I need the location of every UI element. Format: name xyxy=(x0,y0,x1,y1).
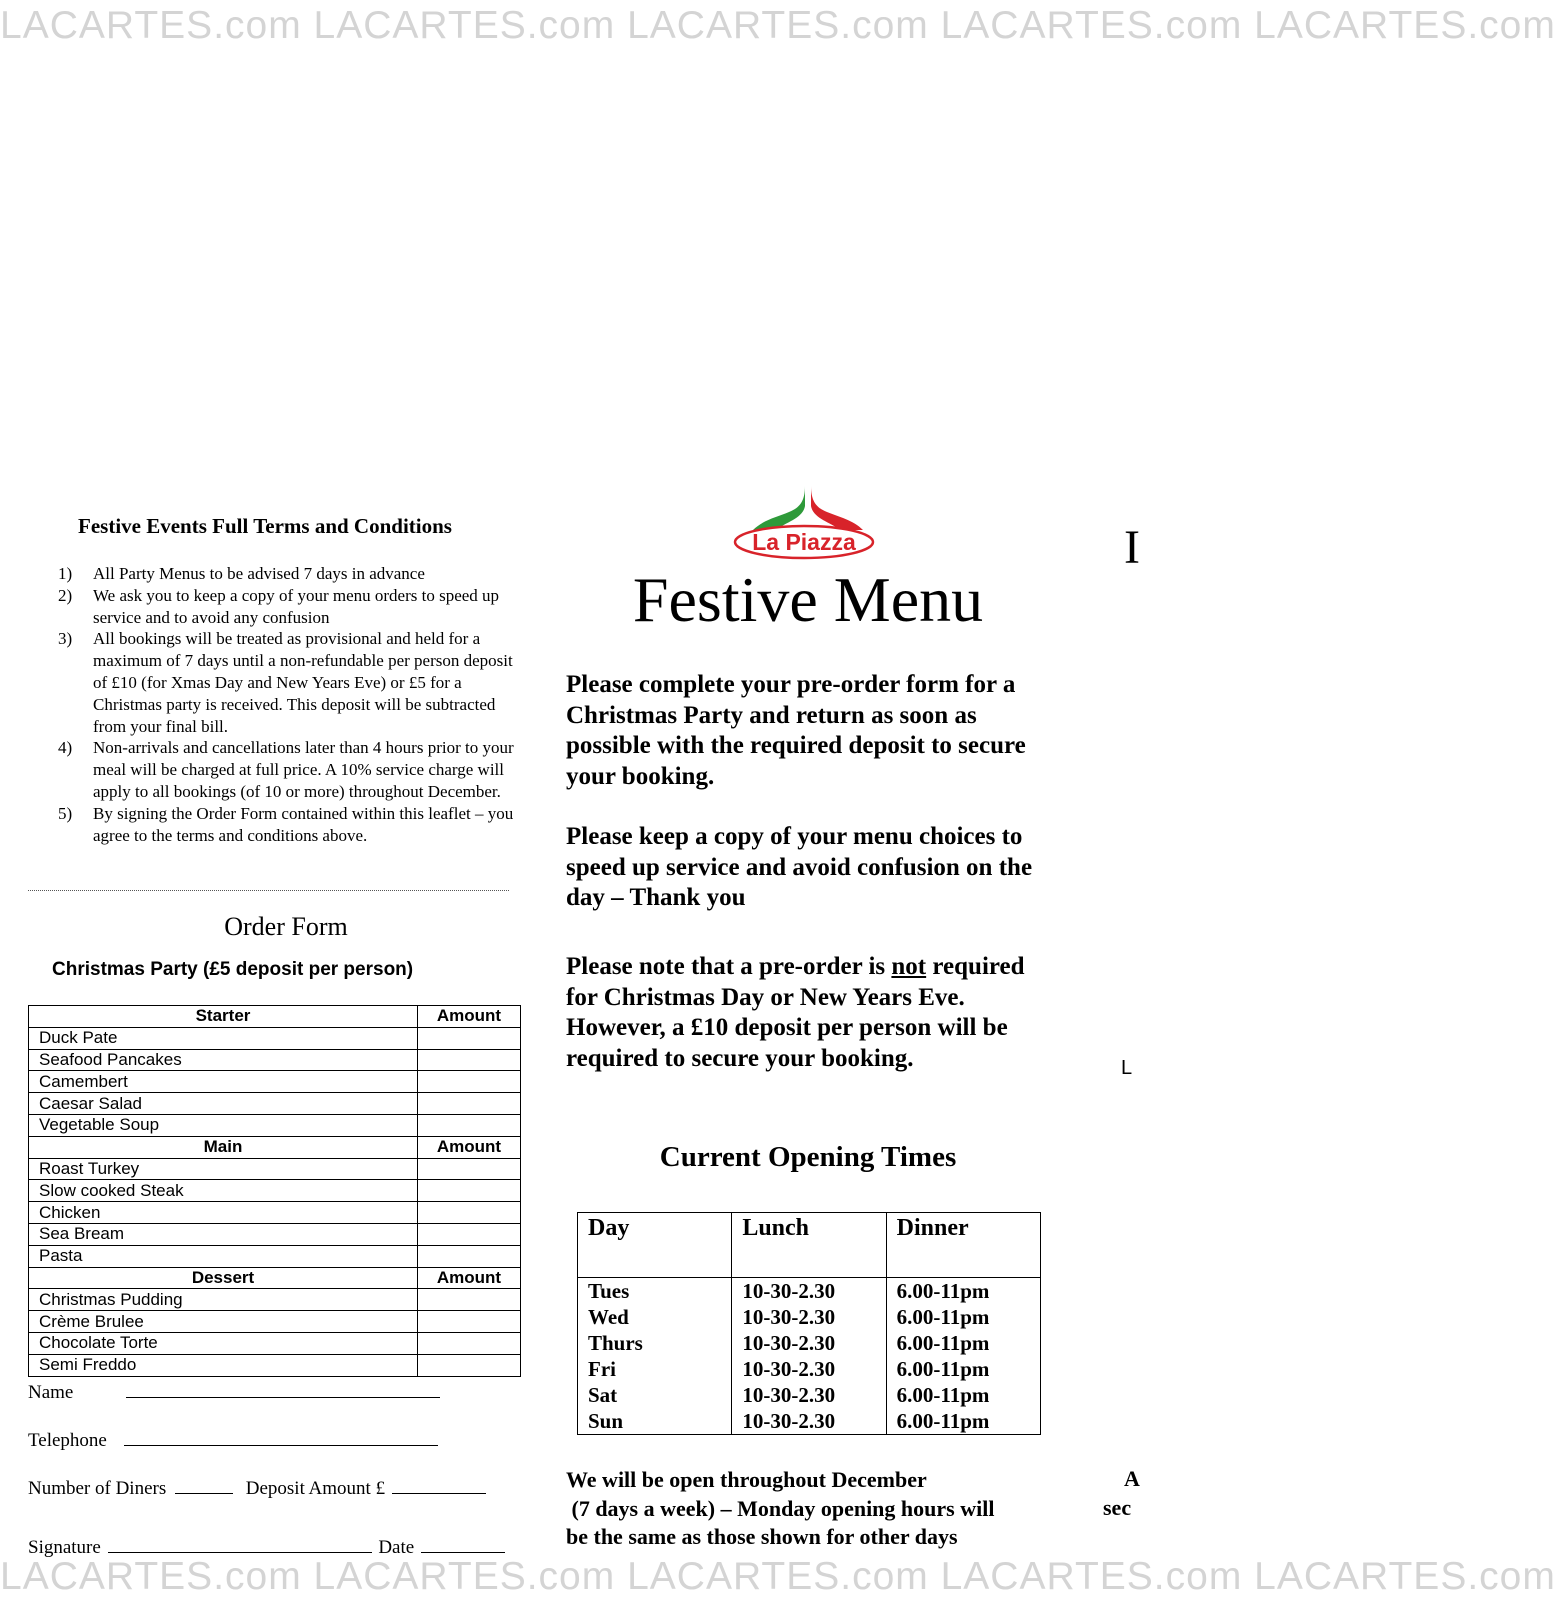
amount-header: Amount xyxy=(418,1267,521,1289)
menu-row xyxy=(29,1049,521,1071)
opening-row xyxy=(578,1356,1041,1382)
menu-row xyxy=(29,1332,521,1354)
terms-item-number: 3) xyxy=(58,629,73,649)
december-note xyxy=(566,1466,1066,1552)
day-cell: Fri xyxy=(578,1356,732,1382)
telephone-field xyxy=(28,1427,438,1452)
cut-line-divider xyxy=(28,890,509,891)
deposit-note-paragraph xyxy=(566,952,1056,1074)
order-form-subtitle: Christmas Party (£5 deposit per person) xyxy=(52,959,414,980)
festive-menu-title: Festive Menu xyxy=(632,564,984,635)
amount-cell[interactable] xyxy=(418,1354,521,1376)
terms-item-text: We ask you to keep a copy of your menu orders to speed up service and to avoid any confusion xyxy=(93,585,500,627)
header-day: Day xyxy=(578,1213,732,1278)
note-text-end: required for Christmas Day or New Years Eve. However, a £10 deposit per person will be required to secure your booking. xyxy=(566,953,1025,1072)
menu-item: Christmas Pudding xyxy=(29,1289,418,1311)
note-underlined-word: not xyxy=(891,953,927,980)
next-panel-fragment: L xyxy=(1121,1057,1133,1079)
next-panel-fragment: sec xyxy=(1103,1495,1132,1520)
signature-line[interactable] xyxy=(108,1534,372,1553)
amount-cell[interactable] xyxy=(418,1180,521,1202)
december-note-line: We will be open throughout December xyxy=(566,1467,927,1492)
diners-line[interactable] xyxy=(175,1475,233,1494)
amount-cell[interactable] xyxy=(418,1245,521,1267)
terms-list xyxy=(58,563,518,846)
amount-cell[interactable] xyxy=(418,1289,521,1311)
terms-item-number: 2) xyxy=(58,585,73,605)
section-header-row xyxy=(29,1267,521,1289)
diners-deposit-field xyxy=(28,1475,486,1500)
section-name: Main xyxy=(29,1136,418,1158)
menu-item: Caesar Salad xyxy=(29,1093,418,1115)
dinner-cell: 6.00-11pm xyxy=(886,1382,1040,1408)
december-note-line: (7 days a week) – Monday opening hours will xyxy=(566,1495,995,1521)
order-table xyxy=(28,1005,521,1377)
menu-row xyxy=(29,1289,521,1311)
dinner-cell: 6.00-11pm xyxy=(886,1278,1040,1305)
menu-row xyxy=(29,1093,521,1115)
signature-label: Signature xyxy=(28,1537,101,1558)
menu-item: Vegetable Soup xyxy=(29,1114,418,1136)
name-line[interactable] xyxy=(126,1379,440,1398)
terms-item xyxy=(58,737,518,802)
order-form-title: Order Form xyxy=(224,912,348,941)
menu-row xyxy=(29,1158,521,1180)
logo-green-swoosh xyxy=(753,486,805,530)
terms-item xyxy=(58,628,518,737)
dinner-cell: 6.00-11pm xyxy=(886,1304,1040,1330)
amount-cell[interactable] xyxy=(418,1027,521,1049)
lunch-cell: 10-30-2.30 xyxy=(732,1356,886,1382)
date-line[interactable] xyxy=(421,1534,505,1553)
telephone-line[interactable] xyxy=(124,1427,438,1446)
menu-item: Semi Freddo xyxy=(29,1354,418,1376)
watermark-top: LACARTES.com LACARTES.com LACARTES.com LACARTES.com LACARTES.com xyxy=(0,4,1556,47)
menu-item: Roast Turkey xyxy=(29,1158,418,1180)
name-field xyxy=(28,1379,440,1404)
header-dinner: Dinner xyxy=(886,1213,1040,1278)
preorder-paragraph: Please complete your pre-order form for a Christmas Party and return as soon as possible with the required deposit to secure your booking. xyxy=(566,671,1026,790)
terms-item-text: All bookings will be treated as provisional and held for a maximum of 7 days until a non-refundable per person deposit of £10 (for Xmas Day and New Years Eve) or £5 for a Christmas party is received. This deposit will be subtracted from your final bill. xyxy=(93,629,513,736)
opening-row xyxy=(578,1278,1041,1305)
section-header-row xyxy=(29,1006,521,1028)
section-header-row xyxy=(29,1136,521,1158)
terms-item-text: All Party Menus to be advised 7 days in advance xyxy=(93,564,425,583)
lunch-cell: 10-30-2.30 xyxy=(732,1278,886,1305)
opening-times-title: Current Opening Times xyxy=(659,1141,957,1173)
lunch-cell: 10-30-2.30 xyxy=(732,1382,886,1408)
menu-item: Duck Pate xyxy=(29,1027,418,1049)
terms-item xyxy=(58,563,518,585)
deposit-line[interactable] xyxy=(392,1475,486,1494)
menu-item: Chocolate Torte xyxy=(29,1332,418,1354)
lunch-cell: 10-30-2.30 xyxy=(732,1408,886,1435)
terms-item-text: By signing the Order Form contained within this leaflet – you agree to the terms and conditions above. xyxy=(93,803,514,845)
menu-item: Crème Brulee xyxy=(29,1311,418,1333)
day-cell: Wed xyxy=(578,1304,732,1330)
amount-cell[interactable] xyxy=(418,1311,521,1333)
day-cell: Tues xyxy=(578,1278,732,1305)
menu-row xyxy=(29,1223,521,1245)
menu-row xyxy=(29,1245,521,1267)
opening-row xyxy=(578,1304,1041,1330)
terms-item xyxy=(58,585,518,629)
menu-item: Chicken xyxy=(29,1202,418,1224)
la-piazza-logo xyxy=(733,484,875,560)
menu-row xyxy=(29,1114,521,1136)
terms-item-number: 4) xyxy=(58,738,73,758)
watermark-bottom: LACARTES.com LACARTES.com LACARTES.com LACARTES.com LACARTES.com xyxy=(0,1555,1556,1598)
lunch-cell: 10-30-2.30 xyxy=(732,1304,886,1330)
opening-times-table xyxy=(577,1212,1041,1435)
day-cell: Sat xyxy=(578,1382,732,1408)
amount-cell[interactable] xyxy=(418,1332,521,1354)
amount-cell[interactable] xyxy=(418,1223,521,1245)
deposit-label: Deposit Amount £ xyxy=(245,1478,386,1499)
menu-row xyxy=(29,1180,521,1202)
terms-item-number: 1) xyxy=(58,564,73,583)
terms-title: Festive Events Full Terms and Conditions xyxy=(78,514,452,538)
menu-row xyxy=(29,1202,521,1224)
menu-row xyxy=(29,1311,521,1333)
opening-row xyxy=(578,1408,1041,1435)
terms-item-number: 5) xyxy=(58,803,73,823)
december-note-line: be the same as those shown for other days xyxy=(566,1524,958,1549)
menu-item: Camembert xyxy=(29,1071,418,1093)
diners-label: Number of Diners xyxy=(28,1478,167,1499)
menu-item: Sea Bream xyxy=(29,1223,418,1245)
logo-red-swoosh xyxy=(811,486,863,530)
menu-item: Seafood Pancakes xyxy=(29,1049,418,1071)
next-panel-fragment: A xyxy=(1124,1466,1140,1491)
amount-header: Amount xyxy=(418,1006,521,1028)
menu-item: Slow cooked Steak xyxy=(29,1180,418,1202)
menu-row xyxy=(29,1071,521,1093)
amount-cell[interactable] xyxy=(418,1114,521,1136)
amount-cell[interactable] xyxy=(418,1093,521,1115)
terms-item xyxy=(58,803,518,847)
section-name: Dessert xyxy=(29,1267,418,1289)
amount-cell[interactable] xyxy=(418,1071,521,1093)
section-name: Starter xyxy=(29,1006,418,1028)
opening-row xyxy=(578,1382,1041,1408)
opening-header-row xyxy=(578,1213,1041,1278)
dinner-cell: 6.00-11pm xyxy=(886,1408,1040,1435)
amount-cell[interactable] xyxy=(418,1202,521,1224)
dinner-cell: 6.00-11pm xyxy=(886,1330,1040,1356)
note-text-start: Please note that a pre-order is xyxy=(566,953,892,980)
name-label: Name xyxy=(28,1382,74,1403)
day-cell: Thurs xyxy=(578,1330,732,1356)
lunch-cell: 10-30-2.30 xyxy=(732,1330,886,1356)
amount-header: Amount xyxy=(418,1136,521,1158)
date-label: Date xyxy=(378,1537,415,1558)
menu-item: Pasta xyxy=(29,1245,418,1267)
logo-text: La Piazza xyxy=(752,529,856,555)
keep-copy-paragraph: Please keep a copy of your menu choices to speed up service and avoid confusion on the day – Thank you xyxy=(566,823,1033,911)
telephone-label: Telephone xyxy=(28,1430,107,1451)
header-lunch: Lunch xyxy=(732,1213,886,1278)
amount-cell[interactable] xyxy=(418,1158,521,1180)
opening-row xyxy=(578,1330,1041,1356)
next-panel-fragment: I xyxy=(1124,521,1140,574)
menu-row xyxy=(29,1354,521,1376)
dinner-cell: 6.00-11pm xyxy=(886,1356,1040,1382)
amount-cell[interactable] xyxy=(418,1049,521,1071)
menu-row xyxy=(29,1027,521,1049)
day-cell: Sun xyxy=(578,1408,732,1435)
terms-item-text: Non-arrivals and cancellations later than 4 hours prior to your meal will be charged at full price. A 10% service charge will apply to all bookings (of 10 or more) throughout December. xyxy=(93,738,514,801)
